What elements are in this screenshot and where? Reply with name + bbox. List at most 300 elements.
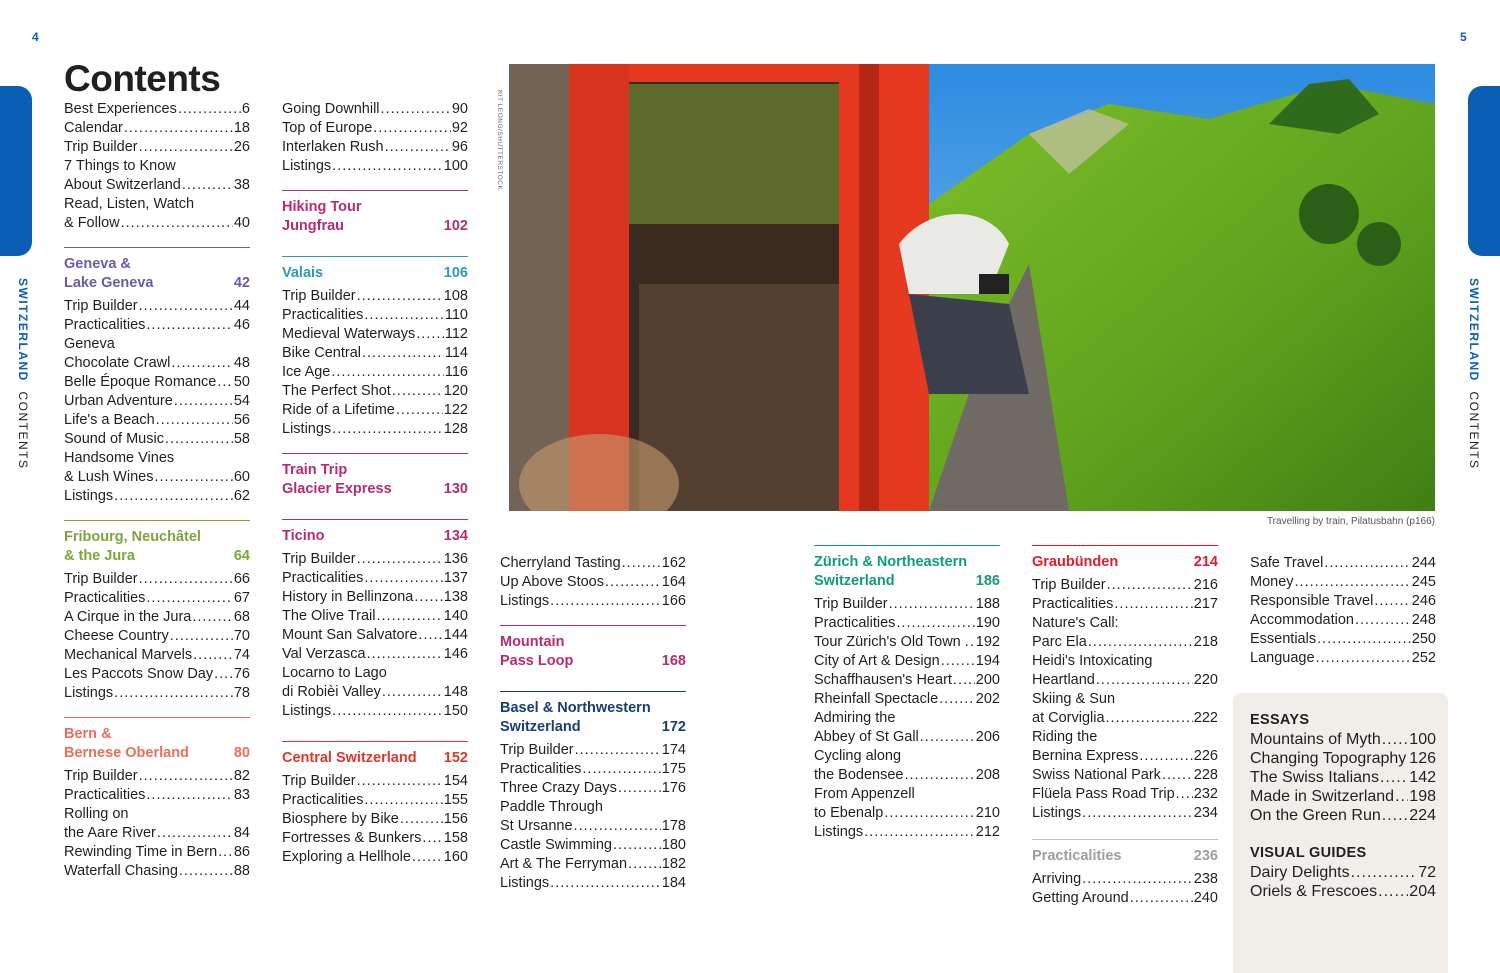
- dot-leader: [178, 100, 241, 119]
- toc-entry[interactable]: [282, 119, 468, 138]
- dot-leader: [139, 138, 233, 157]
- toc-entry-page: 100: [443, 158, 468, 174]
- toc-entry-title: Made in Switzerland: [1250, 788, 1395, 805]
- toc-entry-page: 192: [975, 634, 1000, 650]
- toc-entry-title: Listings: [64, 685, 114, 701]
- toc-entry[interactable]: [282, 848, 468, 867]
- dot-leader: [331, 363, 444, 382]
- dot-leader: [1407, 749, 1408, 768]
- toc-entry[interactable]: [500, 592, 686, 611]
- dot-leader: [864, 823, 975, 842]
- toc-entry-page: 100: [1409, 731, 1436, 748]
- dot-leader: [884, 804, 974, 823]
- toc-entry-title: Mountains of Myth: [1250, 731, 1381, 748]
- toc-entry-page: 178: [661, 818, 686, 834]
- toc-entry-title: Dairy Delights: [1250, 864, 1350, 881]
- toc-entry[interactable]: [64, 570, 250, 589]
- dot-leader: [139, 297, 233, 316]
- dot-leader: [357, 772, 443, 791]
- dot-leader: [382, 683, 443, 702]
- toc-entry[interactable]: [282, 382, 468, 401]
- section-heading[interactable]: Graubünden 214: [1032, 545, 1218, 572]
- dot-leader: [192, 608, 233, 627]
- dot-leader: [364, 791, 442, 810]
- dot-leader: [1378, 882, 1408, 901]
- toc-entry-title: On the Green Run: [1250, 807, 1381, 824]
- toc-entry-title: Cheese Country: [64, 628, 169, 644]
- toc-entry[interactable]: [64, 665, 250, 684]
- toc-entry[interactable]: [500, 573, 686, 592]
- toc-entry-page: 66: [233, 571, 250, 587]
- toc-list: [64, 297, 250, 506]
- toc-entry-page: 222: [1193, 710, 1218, 726]
- toc-entry[interactable]: [282, 829, 468, 848]
- dot-leader: [618, 779, 661, 798]
- toc-entry-title: Waterfall Chasing: [64, 863, 178, 879]
- toc-entry-page: 82: [233, 768, 250, 784]
- toc-entry-title: the Bodensee: [814, 767, 904, 783]
- toc-entry-title: Mount San Salvatore: [282, 627, 418, 643]
- toc-entry-page: 122: [443, 402, 468, 418]
- toc-entry[interactable]: [1032, 576, 1218, 595]
- toc-entry-title: St Ursanne: [500, 818, 573, 834]
- toc-entry[interactable]: [1250, 649, 1436, 668]
- section-heading[interactable]: Central Switzerland 152: [282, 741, 468, 768]
- toc-entry-page: 74: [233, 647, 250, 663]
- toc-entry-line: Paddle Through: [500, 799, 603, 815]
- toc-entry[interactable]: [64, 608, 250, 627]
- toc-entry-line: Rolling on: [64, 806, 129, 822]
- toc-entry[interactable]: [814, 614, 1000, 633]
- toc-entry-page: 218: [1193, 634, 1218, 650]
- toc-entry[interactable]: [282, 401, 468, 420]
- toc-entry[interactable]: [64, 392, 250, 411]
- dot-leader: [1395, 787, 1408, 806]
- toc-entry-title: Trip Builder: [282, 551, 356, 567]
- toc-entry[interactable]: [64, 767, 250, 786]
- toc-entry-page: 190: [975, 615, 1000, 631]
- dot-leader: [1380, 768, 1408, 787]
- dot-leader: [550, 874, 661, 893]
- toc-entry[interactable]: [1250, 882, 1436, 901]
- toc-entry-line: Heidi's Intoxicating: [1032, 653, 1153, 669]
- toc-entry-title: Sound of Music: [64, 431, 164, 447]
- toc-list: [1032, 576, 1218, 823]
- toc-entry[interactable]: [282, 607, 468, 626]
- toc-entry-title: Listings: [282, 703, 332, 719]
- dot-leader: [1176, 785, 1193, 804]
- toc-entry[interactable]: [1250, 730, 1436, 749]
- section-tab-left: [0, 86, 32, 256]
- section-heading[interactable]: Hiking Tour Jungfrau 102: [282, 190, 468, 236]
- toc-entry[interactable]: [282, 138, 468, 157]
- toc-column-1: [64, 100, 250, 881]
- toc-entry-title: Practicalities: [282, 570, 364, 586]
- toc-entry-title: Practicalities: [500, 761, 582, 777]
- toc-entry[interactable]: [500, 874, 686, 893]
- section-heading[interactable]: Fribourg, Neuchâtel & the Jura 64: [64, 520, 250, 566]
- toc-entry-page: 204: [1409, 883, 1436, 900]
- toc-entry-page: 166: [661, 593, 686, 609]
- dot-leader: [367, 645, 443, 664]
- toc-entry-page: 138: [443, 589, 468, 605]
- toc-entry[interactable]: [282, 363, 468, 382]
- toc-entry[interactable]: [500, 741, 686, 760]
- toc-entry-page: 156: [443, 811, 468, 827]
- dot-leader: [422, 829, 442, 848]
- toc-entry-page: 84: [233, 825, 250, 841]
- toc-entry-title: Practicalities: [282, 307, 364, 323]
- toc-entry[interactable]: [282, 325, 468, 344]
- toc-entry-page: 217: [1193, 596, 1218, 612]
- toc-entry-page: 160: [443, 849, 468, 865]
- dot-leader: [896, 614, 974, 633]
- toc-entry-title: Trip Builder: [282, 773, 356, 789]
- toc-entry[interactable]: [64, 316, 250, 335]
- toc-entry-page: 67: [233, 590, 250, 606]
- toc-column-3: [500, 554, 686, 893]
- toc-entry[interactable]: [64, 373, 250, 392]
- toc-entry-page: 182: [661, 856, 686, 872]
- dot-leader: [139, 767, 233, 786]
- toc-entry[interactable]: [814, 804, 1000, 823]
- toc-entry[interactable]: [1250, 554, 1436, 573]
- toc-entry[interactable]: [64, 430, 250, 449]
- toc-entry-title: Biosphere by Bike: [282, 811, 399, 827]
- toc-entry-page: 188: [975, 596, 1000, 612]
- toc-entry[interactable]: [282, 791, 468, 810]
- toc-entry-line: From Appenzell: [814, 786, 915, 802]
- toc-entry[interactable]: [64, 843, 250, 862]
- dot-leader: [1139, 747, 1192, 766]
- toc-entry-title: Bernina Express: [1032, 748, 1139, 764]
- toc-list: [814, 595, 1000, 842]
- toc-entry-line: Riding the: [1032, 729, 1098, 745]
- toc-entry[interactable]: [1032, 870, 1218, 889]
- toc-entry[interactable]: [1032, 633, 1218, 652]
- toc-entry-page: 54: [233, 393, 250, 409]
- toc-entry[interactable]: [282, 810, 468, 829]
- toc-entry-title: Practicalities: [64, 317, 146, 333]
- toc-entry[interactable]: [1032, 747, 1218, 766]
- toc-entry-page: 78: [233, 685, 250, 701]
- toc-entry[interactable]: [282, 626, 468, 645]
- section-heading[interactable]: Train Trip Glacier Express 130: [282, 453, 468, 499]
- toc-entry[interactable]: [1032, 889, 1218, 908]
- section-heading[interactable]: Bern & Bernese Oberland 80: [64, 717, 250, 763]
- toc-entry-title: Listings: [282, 158, 332, 174]
- toc-entry-title: di Robièi Valley: [282, 684, 381, 700]
- dot-leader: [905, 766, 975, 785]
- dot-leader: [1106, 709, 1193, 728]
- toc-entry-title: Castle Swimming: [500, 837, 612, 853]
- toc-entry[interactable]: [1250, 630, 1436, 649]
- toc-entry-page: 226: [1193, 748, 1218, 764]
- toc-entry-title: Swiss National Park: [1032, 767, 1161, 783]
- dot-leader: [146, 589, 232, 608]
- toc-entry[interactable]: [64, 786, 250, 805]
- toc-entry-page: 83: [233, 787, 250, 803]
- toc-entry[interactable]: [1250, 749, 1436, 768]
- toc-entry-title: The Swiss Italians: [1250, 769, 1379, 786]
- toc-entry[interactable]: [64, 297, 250, 316]
- dot-leader: [941, 652, 975, 671]
- toc-entry-page: 120: [443, 383, 468, 399]
- dot-leader: [357, 550, 443, 569]
- toc-entry[interactable]: [500, 836, 686, 855]
- toc-entry-title: Arriving: [1032, 871, 1082, 887]
- toc-entry[interactable]: [64, 354, 250, 373]
- toc-entry-page: 144: [443, 627, 468, 643]
- toc-entry[interactable]: [282, 157, 468, 176]
- toc-entry[interactable]: [282, 569, 468, 588]
- toc-entry[interactable]: [1250, 573, 1436, 592]
- toc-entry-title: Medieval Waterways: [282, 326, 416, 342]
- dot-leader: [364, 569, 442, 588]
- toc-entry-title: Life's a Beach: [64, 412, 155, 428]
- toc-entry-title: Practicalities: [64, 787, 146, 803]
- dot-leader: [154, 468, 232, 487]
- toc-entry[interactable]: [814, 766, 1000, 785]
- dot-leader: [170, 627, 233, 646]
- toc-entry-title: Up Above Stoos: [500, 574, 604, 590]
- toc-entry[interactable]: [500, 855, 686, 874]
- toc-entry-page: 88: [233, 863, 250, 879]
- toc-entry[interactable]: [282, 588, 468, 607]
- toc-entry[interactable]: [814, 823, 1000, 842]
- toc-entry-page: 180: [661, 837, 686, 853]
- toc-entry-page: 96: [451, 139, 468, 155]
- toc-entry[interactable]: [282, 420, 468, 439]
- toc-column-2: [282, 100, 468, 867]
- section-heading[interactable]: Basel & Northwestern Switzerland 172: [500, 691, 686, 737]
- toc-entry-title: Listings: [500, 875, 550, 891]
- toc-entry-title: Flüela Pass Road Trip: [1032, 786, 1175, 802]
- toc-entry[interactable]: [500, 817, 686, 836]
- dot-leader: [1096, 671, 1193, 690]
- dot-leader: [613, 836, 661, 855]
- dot-leader: [1114, 595, 1192, 614]
- toc-entry-page: 58: [233, 431, 250, 447]
- toc-list: [282, 772, 468, 867]
- toc-entry-page: 164: [661, 574, 686, 590]
- hero-photo: [509, 64, 1435, 511]
- toc-entry-page: 40: [233, 215, 250, 231]
- toc-entry-title: Top of Europe: [282, 120, 373, 136]
- toc-entry-title: Practicalities: [64, 590, 146, 606]
- section-tab-right: [1468, 86, 1500, 256]
- dot-leader: [1351, 863, 1418, 882]
- toc-entry-page: 174: [661, 742, 686, 758]
- toc-entry-line: Geneva: [64, 336, 115, 352]
- toc-entry[interactable]: [64, 487, 250, 506]
- toc-entry[interactable]: [500, 554, 686, 573]
- dot-leader: [400, 810, 443, 829]
- toc-entry-title: Interlaken Rush: [282, 139, 384, 155]
- toc-list: [282, 100, 468, 176]
- toc-entry[interactable]: [282, 287, 468, 306]
- toc-entry[interactable]: [64, 176, 250, 195]
- toc-entry-page: 146: [443, 646, 468, 662]
- toc-entry-line: Handsome Vines: [64, 450, 175, 466]
- toc-entry[interactable]: [1032, 785, 1218, 804]
- toc-entry-page: 176: [661, 780, 686, 796]
- toc-entry[interactable]: [282, 306, 468, 325]
- toc-entry-title: Practicalities: [282, 792, 364, 808]
- toc-entry-page: 198: [1409, 788, 1436, 805]
- toc-entry[interactable]: [64, 684, 250, 703]
- toc-entry-page: 212: [975, 824, 1000, 840]
- toc-entry[interactable]: [282, 550, 468, 569]
- toc-entry[interactable]: [64, 138, 250, 157]
- dot-leader: [582, 760, 660, 779]
- toc-entry-title: Best Experiences: [64, 101, 177, 117]
- toc-entry-title: Trip Builder: [1032, 577, 1106, 593]
- toc-entry[interactable]: [282, 772, 468, 791]
- toc-entry[interactable]: [64, 627, 250, 646]
- toc-entry-title: Rheinfall Spectacle: [814, 691, 939, 707]
- dot-leader: [146, 786, 232, 805]
- toc-entry[interactable]: [1250, 768, 1436, 787]
- toc-entry-page: 110: [444, 307, 468, 323]
- toc-entry-title: Oriels & Frescoes: [1250, 883, 1378, 900]
- dot-leader: [622, 554, 661, 573]
- toc-entry[interactable]: [64, 646, 250, 665]
- dot-leader: [1324, 554, 1410, 573]
- toc-entry[interactable]: [500, 779, 686, 798]
- section-heading[interactable]: Practicalities 236: [1032, 839, 1218, 866]
- toc-entry[interactable]: [64, 824, 250, 843]
- dot-leader: [174, 392, 233, 411]
- toc-entry[interactable]: [500, 760, 686, 779]
- dot-leader: [218, 843, 233, 862]
- toc-entry-page: 112: [444, 326, 468, 342]
- toc-entry-page: 232: [1193, 786, 1218, 802]
- dot-leader: [182, 176, 233, 195]
- toc-entry[interactable]: [64, 119, 250, 138]
- toc-entry-title: Cherryland Tasting: [500, 555, 621, 571]
- toc-entry-title: The Perfect Shot: [282, 383, 391, 399]
- dot-leader: [217, 373, 233, 392]
- toc-entry[interactable]: [64, 100, 250, 119]
- toc-entry-page: 240: [1193, 890, 1218, 906]
- toc-entry[interactable]: [282, 344, 468, 363]
- toc-entry-page: 44: [233, 298, 250, 314]
- dot-leader: [156, 411, 233, 430]
- toc-entry[interactable]: [814, 690, 1000, 709]
- toc-entry[interactable]: [1250, 863, 1436, 882]
- toc-entry-title: Chocolate Crawl: [64, 355, 171, 371]
- toc-entry[interactable]: [1032, 804, 1218, 823]
- toc-entry[interactable]: [814, 671, 1000, 690]
- section-heading[interactable]: Mountain Pass Loop 168: [500, 625, 686, 671]
- toc-entry-title: Urban Adventure: [64, 393, 173, 409]
- toc-entry-line: Read, Listen, Watch: [64, 196, 195, 212]
- toc-entry-title: Abbey of St Gall: [814, 729, 919, 745]
- toc-entry[interactable]: [64, 468, 250, 487]
- toc-entry-line: Nature's Call:: [1032, 615, 1119, 631]
- dot-leader: [332, 157, 443, 176]
- toc-entry-page: 140: [443, 608, 468, 624]
- toc-entry[interactable]: [282, 683, 468, 702]
- toc-entry[interactable]: [282, 100, 468, 119]
- toc-entry[interactable]: [64, 862, 250, 881]
- toc-entry-page: 137: [443, 570, 468, 586]
- toc-entry[interactable]: [1250, 592, 1436, 611]
- dot-leader: [114, 487, 233, 506]
- toc-entry-page: 76: [233, 666, 250, 682]
- toc-entry-page: 162: [661, 555, 686, 571]
- toc-column-4: [814, 537, 1000, 842]
- toc-entry-title: Bike Central: [282, 345, 361, 361]
- toc-entry[interactable]: [814, 652, 1000, 671]
- toc-entry-title: Trip Builder: [64, 298, 138, 314]
- photo-caption: Travelling by train, Pilatusbahn (p166): [1266, 516, 1435, 527]
- toc-entry[interactable]: [1032, 766, 1218, 785]
- toc-entry[interactable]: [814, 728, 1000, 747]
- toc-entry-page: 200: [975, 672, 1000, 688]
- dot-leader: [1130, 889, 1193, 908]
- toc-entry-page: 86: [233, 844, 250, 860]
- toc-entry-page: 116: [444, 364, 468, 380]
- toc-entry[interactable]: [64, 411, 250, 430]
- section-heading[interactable]: Geneva & Lake Geneva 42: [64, 247, 250, 293]
- toc-entry-title: History in Bellinzona: [282, 589, 414, 605]
- toc-entry[interactable]: [64, 589, 250, 608]
- dot-leader: [157, 824, 233, 843]
- dot-leader: [1382, 806, 1409, 825]
- page-title: Contents: [64, 58, 221, 99]
- section-heading[interactable]: Valais 106: [282, 256, 468, 283]
- toc-entry-page: 136: [443, 551, 468, 567]
- toc-entry[interactable]: [282, 645, 468, 664]
- dot-leader: [574, 817, 661, 836]
- dot-leader: [889, 595, 975, 614]
- toc-entry-title: A Cirque in the Jura: [64, 609, 192, 625]
- toc-list: [1250, 554, 1436, 668]
- toc-entry-title: Parc Ela: [1032, 634, 1087, 650]
- toc-entry[interactable]: [282, 702, 468, 721]
- toc-entry-title: Trip Builder: [64, 768, 138, 784]
- dot-leader: [124, 119, 233, 138]
- toc-entry-line: Cycling along: [814, 748, 902, 764]
- toc-entry-title: at Corviglia: [1032, 710, 1105, 726]
- toc-entry-line: Admiring the: [814, 710, 896, 726]
- toc-entry-page: 158: [443, 830, 468, 846]
- toc-entry-page: 206: [975, 729, 1000, 745]
- toc-entry[interactable]: [1032, 595, 1218, 614]
- section-heading[interactable]: Zürich & Northeastern Switzerland 186: [814, 545, 1000, 591]
- toc-entry[interactable]: [64, 214, 250, 233]
- dot-leader: [1088, 633, 1193, 652]
- toc-entry[interactable]: [1032, 709, 1218, 728]
- toc-entry[interactable]: [814, 595, 1000, 614]
- dot-leader: [114, 684, 233, 703]
- toc-column-6: [1250, 554, 1436, 668]
- toc-entry-page: 60: [233, 469, 250, 485]
- toc-entry-page: 46: [233, 317, 250, 333]
- dot-leader: [1374, 592, 1410, 611]
- toc-entry[interactable]: [1250, 806, 1436, 825]
- toc-entry-title: the Aare River: [64, 825, 156, 841]
- section-heading[interactable]: Ticino 134: [282, 519, 468, 546]
- toc-entry-page: 194: [975, 653, 1000, 669]
- toc-entry[interactable]: [1250, 611, 1436, 630]
- toc-entry[interactable]: [1250, 787, 1436, 806]
- toc-entry[interactable]: [814, 633, 1000, 652]
- toc-entry-page: 90: [451, 101, 468, 117]
- toc-entry[interactable]: [1032, 671, 1218, 690]
